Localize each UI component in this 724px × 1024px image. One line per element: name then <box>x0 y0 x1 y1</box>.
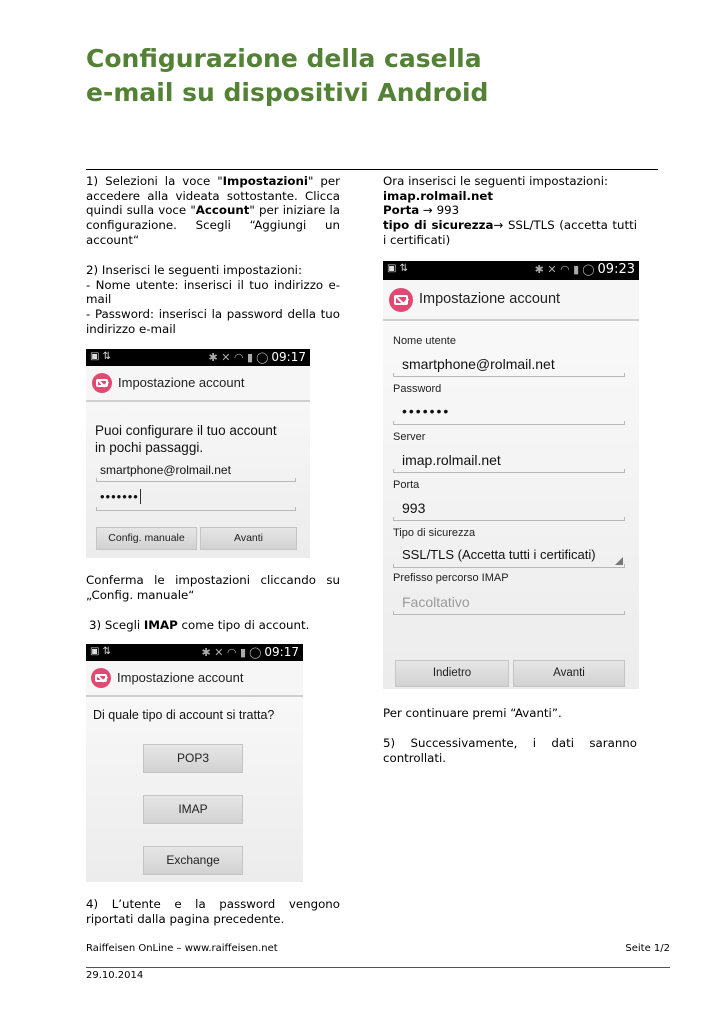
port-underline <box>393 520 625 521</box>
right-intro-text: Ora inserisci le seguenti impostazioni: imap.rolmail.net Porta → 993 tipo di sicurezza→ SSL/TLS (accetta tutti i certificati) <box>383 174 637 247</box>
dropdown-corner-icon[interactable] <box>615 557 623 565</box>
footer-page-number: Seite 1/2 <box>625 943 670 954</box>
app-bar <box>383 280 639 321</box>
confirm-text: Conferma le impostazioni cliccando su „Config. manuale“ <box>86 573 340 602</box>
screenshot-server-settings <box>383 261 639 689</box>
step-2-text: 2) Inserisci le seguenti impostazioni: - Nome utente: inserisci il tuo indirizzo e-mail - Password: inserisci la password della tuo indirizzo e-mail <box>86 263 340 336</box>
app-bar <box>86 661 303 697</box>
continue-text: Per continuare premi “Avanti”. <box>383 706 562 720</box>
password-field[interactable]: ••••••• <box>100 489 139 504</box>
status-icons-left: ▣ ⇅ <box>387 263 409 274</box>
email-underline <box>96 481 296 482</box>
status-icons-right: ✱ ✕ ◠ ▮ ◯ 09:17 <box>208 350 306 364</box>
exchange-button[interactable]: Exchange <box>143 846 243 875</box>
password-underline <box>96 510 296 511</box>
imap-prefix-label: Prefisso percorso IMAP <box>393 572 509 584</box>
status-bar <box>86 644 303 661</box>
screenshot-account-setup <box>86 349 310 558</box>
email-field[interactable]: smartphone@rolmail.net <box>100 463 231 477</box>
password-underline <box>393 424 625 425</box>
imap-prefix-field[interactable]: Facoltativo <box>402 594 470 610</box>
status-bar <box>86 349 310 366</box>
security-underline <box>393 567 625 568</box>
title-line-1: Configurazione della casella <box>86 44 482 73</box>
server-field[interactable]: imap.rolmail.net <box>402 452 501 468</box>
status-icons-right: ✱ ✕ ◠ ▮ ◯ 09:23 <box>534 262 635 277</box>
username-field[interactable]: smartphone@rolmail.net <box>402 356 555 372</box>
app-title: Impostazione account <box>118 375 245 390</box>
pop3-button[interactable]: POP3 <box>143 744 243 773</box>
password-field[interactable]: ••••••• <box>402 403 451 419</box>
setup-heading: Puoi configurare il tuo account in pochi passaggi. <box>95 423 277 455</box>
app-title: Impostazione account <box>419 291 561 307</box>
status-bar <box>383 261 639 280</box>
footer-date: 29.10.2014 <box>86 970 144 981</box>
security-type-select[interactable]: SSL/TLS (Accetta tutti i certificati) <box>402 547 596 562</box>
top-divider <box>86 169 658 170</box>
prefix-underline <box>393 614 625 615</box>
security-type-label: Tipo di sicurezza <box>393 527 476 539</box>
step-3-text: 3) Scegli IMAP come tipo di account. <box>89 618 310 632</box>
screenshot-account-type <box>86 644 303 882</box>
port-field[interactable]: 993 <box>402 500 426 516</box>
account-type-question: Di quale tipo di account si tratta? <box>93 708 275 722</box>
server-value: imap.rolmail.net <box>383 188 494 203</box>
username-label: Nome utente <box>393 335 456 347</box>
port-label: Porta <box>393 479 420 491</box>
title-line-2: e-mail su dispositivi Android <box>86 78 489 107</box>
status-icons-left: ▣ ⇅ <box>90 351 112 362</box>
step-1-text: 1) Selezioni la voce "Impostazioni" per accedere alla videata sottostante. Clicca quindi sulla voce "Account" per iniziare la configurazione. Scegli “Aggiungi un account“ <box>86 174 340 247</box>
imap-button[interactable]: IMAP <box>143 795 243 824</box>
app-title: Impostazione account <box>117 670 244 685</box>
server-label: Server <box>393 431 426 443</box>
app-bar <box>86 366 310 402</box>
next-button[interactable]: Avanti <box>200 527 297 550</box>
status-icons-right: ✱ ✕ ◠ ▮ ◯ 09:17 <box>201 645 299 659</box>
back-button[interactable]: Indietro <box>395 660 509 687</box>
footer-left: Raiffeisen OnLine – www.raiffeisen.net <box>86 943 278 954</box>
status-icons-left: ▣ ⇅ <box>90 646 112 657</box>
document-title <box>86 42 488 110</box>
mail-icon <box>389 288 413 312</box>
manual-config-button[interactable]: Config. manuale <box>96 527 197 550</box>
step-5-text: 5) Successivamente, i dati saranno controllati. <box>383 736 637 765</box>
step-4-text: 4) L’utente e la password vengono riportati dalla pagina precedente. <box>86 897 340 926</box>
mail-icon <box>92 373 112 393</box>
mail-icon <box>91 668 111 688</box>
next-button[interactable]: Avanti <box>513 660 625 687</box>
password-label: Password <box>393 383 442 395</box>
username-underline <box>393 376 625 377</box>
server-underline <box>393 472 625 473</box>
footer-divider <box>86 967 670 968</box>
